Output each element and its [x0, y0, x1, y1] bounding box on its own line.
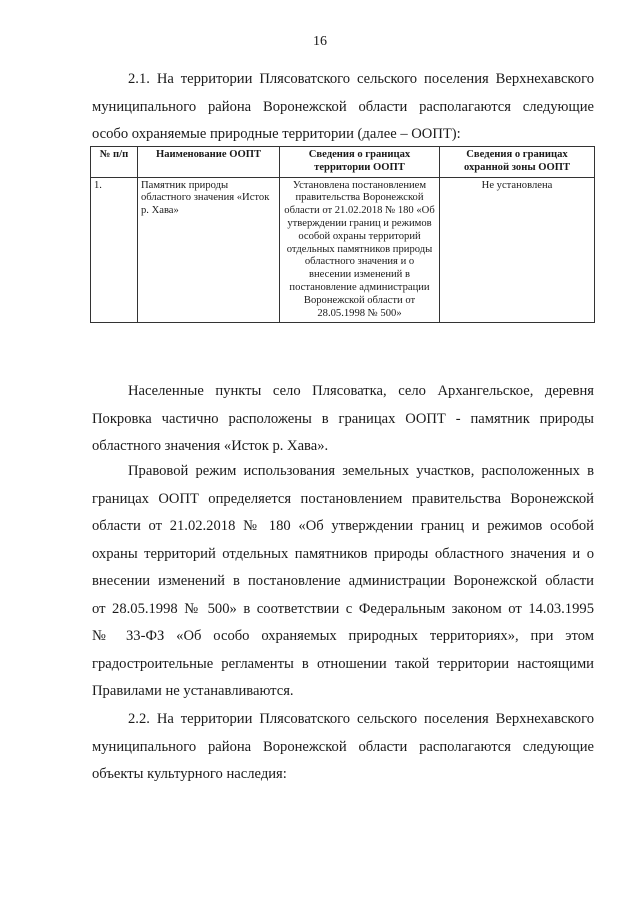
cell-number: 1.	[91, 177, 138, 323]
text-line: области от 21.02.2018 № 180 «Об утверждении границ и режимов особой	[92, 518, 594, 534]
table-row	[91, 177, 595, 323]
page-number: 16	[313, 34, 327, 49]
column-header-boundaries: Сведения о границах территории ООПТ	[280, 147, 440, 178]
text-line: Правовой режим использования земельных участков, расположенных в	[128, 463, 594, 479]
legal-regime-paragraph	[92, 458, 594, 706]
cell-protection-zone: Не установлена	[440, 177, 595, 323]
text-line: Правилами не устанавливаются.	[92, 683, 294, 699]
text-line: от 28.05.1998 № 500» в соответствии с Федеральным законом от 14.03.1995	[92, 600, 594, 617]
text-line: охраны территорий отдельных памятников природы областного значения и о	[92, 545, 594, 562]
column-header-number: № п/п	[91, 147, 138, 178]
column-header-name: Наименование ООПТ	[138, 147, 280, 178]
text-line: муниципального района Воронежской области располагаются следующие	[92, 738, 594, 755]
oopt-table	[90, 146, 595, 323]
text-line: Покровка частично расположены в границах ООПТ - памятник природы	[92, 410, 594, 427]
text-line: областного значения «Исток р. Хава».	[92, 438, 329, 454]
text-line: № 33-ФЗ «Об особо охраняемых природных территориях», при этом	[92, 628, 594, 644]
section-2-2-intro	[92, 706, 594, 789]
cell-name: Памятник природы областного значения «Исток р. Хава»	[138, 177, 280, 323]
text-line: муниципального района Воронежской области располагаются следующие	[92, 98, 594, 115]
section-2-1-intro	[92, 66, 594, 149]
column-header-protection-zone: Сведения о границах охранной зоны ООПТ	[440, 147, 595, 178]
text-line: особо охраняемые природные территории (далее – ООПТ):	[92, 126, 461, 142]
cell-boundaries: Установлена постановлением правительства Воронежской области от 21.02.2018 № 180 «Об утверждении границ и режимов особой охраны территорий отдельных памятников природы областного значения и о внесении изменений в постановление администрации Воронежской области от 28.05.1998 № 500»	[280, 177, 440, 323]
text-line: внесении изменений в постановление администрации Воронежской области	[92, 573, 594, 589]
settlements-paragraph	[92, 378, 594, 461]
text-line: 2.2. На территории Плясоватского сельского поселения Верхнехавского	[128, 711, 594, 727]
text-line: Населенные пункты село Плясоватка, село Архангельское, деревня	[128, 383, 594, 399]
text-line: 2.1. На территории Плясоватского сельского поселения Верхнехавского	[128, 71, 594, 87]
table-header-row	[91, 147, 595, 178]
text-line: границах ООПТ определяется постановлением правительства Воронежской	[92, 490, 594, 507]
text-line: градостроительные регламенты в отношении такой территории настоящими	[92, 655, 594, 672]
text-line: объекты культурного наследия:	[92, 766, 287, 782]
